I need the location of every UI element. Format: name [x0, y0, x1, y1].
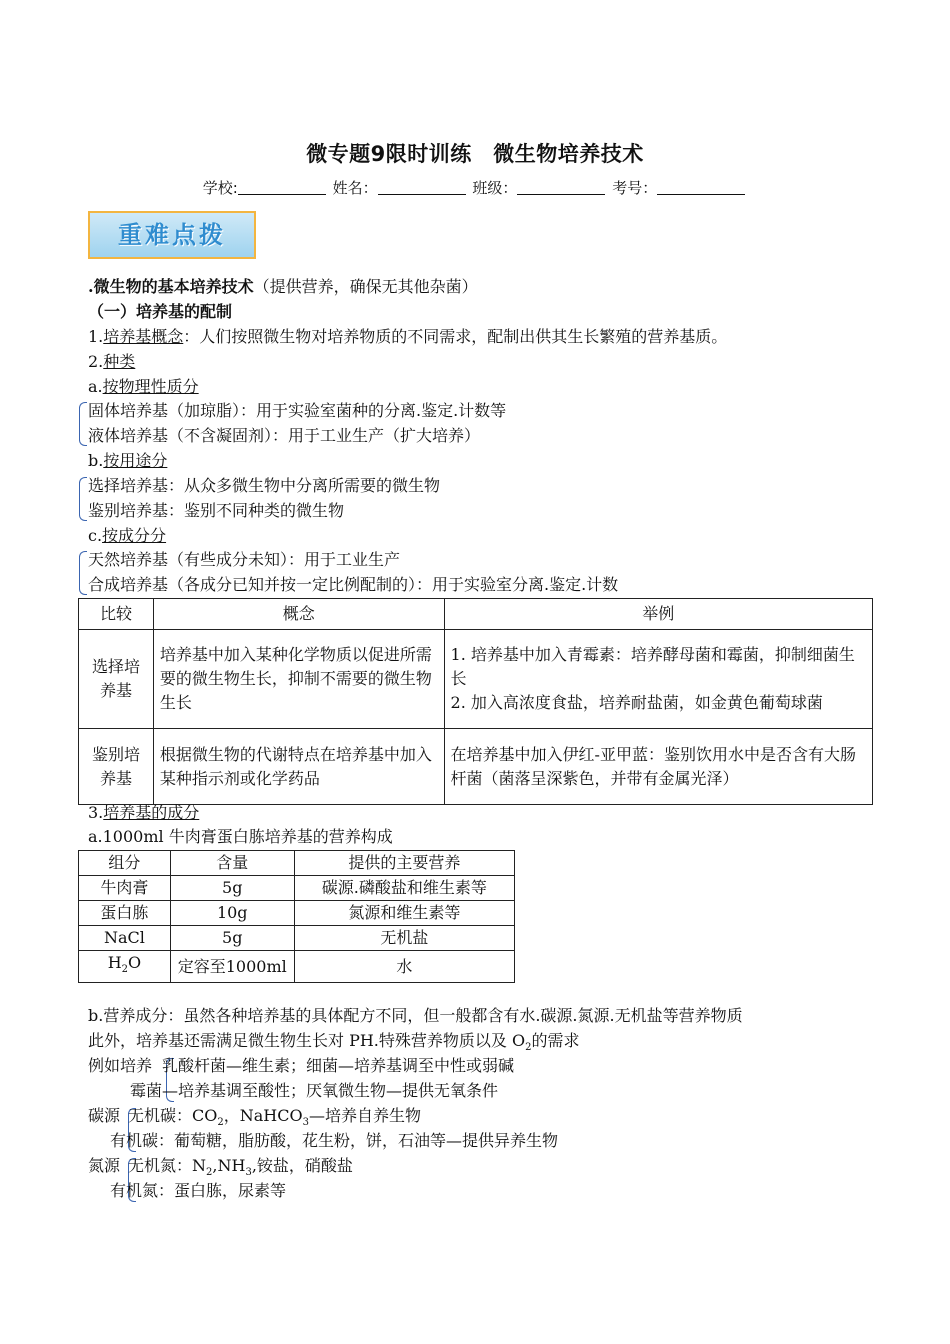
type-a-heading: [88, 376, 199, 398]
organic-nitrogen-label: 有机氮: [110, 1181, 159, 1200]
list-item: 选择培养基：从众多微生物中分离所需要的微生物: [88, 476, 441, 495]
item-2-number: 2.: [88, 352, 104, 371]
item-1-concept: [88, 326, 727, 348]
subscript: 2: [121, 964, 129, 976]
student-info-line: [0, 177, 950, 198]
item-1-text: ：人们按照微生物对培养物质的不同需求，配制出供其生长繁殖的营养基质。: [183, 327, 728, 346]
item-3-number: 3.: [88, 803, 104, 822]
formula-part: H: [107, 953, 122, 972]
text-part: 此外，培养基还需满足微生物生长对 PH.特殊营养物质以及 O: [88, 1031, 526, 1050]
item-2-types: [88, 351, 135, 373]
comparison-table: [78, 598, 873, 805]
text-part: ,NH: [212, 1156, 246, 1175]
type-b-term: 按用途分: [103, 451, 168, 470]
example-label: 霉菌: [130, 1081, 163, 1100]
class-blank[interactable]: [517, 180, 605, 195]
formula-part: O: [128, 953, 142, 972]
list-item: 液体培养基（不含凝固剂）：用于工业生产（扩大培养）: [88, 426, 481, 445]
table-cell: [79, 951, 171, 983]
table-cell: NaCl: [79, 926, 171, 951]
brace-bracket: [79, 402, 87, 446]
carbon-label: 碳源: [88, 1106, 121, 1125]
table-header-cell: 概念: [153, 599, 444, 630]
brace-bracket: [79, 551, 87, 595]
text-part: ，NaHCO: [223, 1106, 303, 1125]
example-line-1: [88, 1055, 514, 1077]
nitrogen-label: 氮源: [88, 1156, 121, 1175]
list-item: 合成培养基（各成分已知并按一定比例配制的）：用于实验室分离.鉴定.计数: [88, 575, 619, 594]
table-cell: 氮源和维生素等: [294, 901, 514, 926]
table-header-cell: 含量: [170, 851, 294, 876]
school-blank[interactable]: [238, 180, 326, 195]
carbon-line-2: [110, 1130, 558, 1152]
table-header-row: [79, 851, 515, 876]
brace-bracket: [79, 477, 87, 521]
list-item: 鉴别培养基：鉴别不同种类的微生物: [88, 501, 345, 520]
example-line: 1. 培养基中加入青霉素：培养酵母菌和霉菌，抑制细菌生长: [450, 645, 855, 688]
table-cell: 牛肉膏: [79, 876, 171, 901]
subscript: 2: [525, 1042, 532, 1054]
table-cell-example: 在培养基中加入伊红-亚甲蓝：鉴别饮用水中是否含有大肠杆菌（菌落呈深紫色，并带有金属光泽）: [444, 729, 872, 805]
type-c-heading: [88, 525, 166, 547]
subsection-heading: （一）培养基的配制: [88, 302, 233, 321]
nutrient-table: [78, 850, 515, 983]
table-cell-type: 选择培养基: [79, 630, 154, 729]
table-header-cell: 提供的主要营养: [294, 851, 514, 876]
text-part: ,铵盐，硝酸盐: [251, 1156, 353, 1175]
list-item: 天然培养基（有些成分未知）：用于工业生产: [88, 550, 401, 569]
item-1-term: 培养基概念: [103, 327, 184, 346]
type-b-heading: [88, 450, 167, 472]
item-2-term: 种类: [103, 352, 136, 371]
school-label: 学校:: [202, 179, 238, 197]
text-part: ：蛋白胨，尿素等: [158, 1181, 287, 1200]
table-cell-concept: 培养基中加入某种化学物质以促进所需要的微生物生长，抑制不需要的微生物生长: [153, 630, 444, 729]
text-part: ：葡萄糖，脂肪酸，花生粉，饼，石油等—提供异养生物: [158, 1131, 559, 1150]
table-cell: 10g: [170, 901, 294, 926]
example-line: 2. 加入高浓度食盐，培养耐盐菌，如金黄色葡萄球菌: [450, 693, 823, 712]
text-part: 的需求: [531, 1031, 580, 1050]
nitrogen-line-2: [110, 1180, 286, 1202]
nutrients-line-1: b.营养成分：虽然各种培养基的具体配方不同，但一般都含有水.碳源.氮源.无机盐等营养物质: [88, 1006, 743, 1025]
table-cell: 5g: [170, 876, 294, 901]
table-cell: 蛋白胨: [79, 901, 171, 926]
page-title: 微专题9限时训练 微生物培养技术: [306, 142, 644, 166]
subscript: 2: [206, 1167, 213, 1179]
table-row: [79, 630, 873, 729]
table-row: [79, 729, 873, 805]
example-label: 例如培养: [88, 1056, 153, 1075]
table-cell: 无机盐: [294, 926, 514, 951]
type-c-letter: c.: [88, 526, 103, 545]
section-heading-bold: .微生物的基本培养技术: [88, 277, 254, 296]
list-item: 固体培养基（加琼脂）：用于实验室菌种的分离.鉴定.计数等: [88, 401, 507, 420]
section-heading-note: （提供营养，确保无其他杂菌）: [253, 277, 478, 296]
name-label: 姓名：: [332, 179, 378, 197]
item-3-term: 培养基的成分: [103, 803, 200, 822]
table-row: [79, 876, 515, 901]
table-row: [79, 901, 515, 926]
table-cell: 5g: [170, 926, 294, 951]
table-cell-example: [444, 630, 872, 729]
table-cell: 水: [294, 951, 514, 983]
example-line-2: [130, 1080, 498, 1102]
table-header-cell: 比较: [79, 599, 154, 630]
table-header-cell: 举例: [444, 599, 872, 630]
example-text: —培养基调至酸性；厌氧微生物—提供无氧条件: [162, 1081, 499, 1100]
table-cell-concept: 根据微生物的代谢特点在培养基中加入某种指示剂或化学药品: [153, 729, 444, 805]
item-1-number: 1.: [88, 327, 104, 346]
table-cell: 定容至1000ml: [170, 951, 294, 983]
subscript: 3: [302, 1117, 309, 1129]
example-text: 乳酸杆菌—维生素；细菌—培养基调至中性或弱碱: [162, 1056, 515, 1075]
subscript: 3: [245, 1167, 252, 1179]
type-c-term: 按成分分: [102, 526, 167, 545]
subscript: 2: [217, 1117, 224, 1129]
type-a-letter: a.: [88, 377, 103, 396]
text-part: —培养自养生物: [309, 1106, 422, 1125]
section-heading: [88, 276, 478, 298]
exam-number-blank[interactable]: [657, 180, 745, 195]
organic-carbon-label: 有机碳: [110, 1131, 159, 1150]
name-blank[interactable]: [378, 180, 466, 195]
type-a-term: 按物理性质分: [102, 377, 199, 396]
key-points-badge: 重难点拨: [88, 211, 256, 259]
table-row: [79, 926, 515, 951]
item-3-heading: [88, 802, 199, 824]
text-part: 无机氮：N: [128, 1156, 207, 1175]
item-3a-text: a.1000ml 牛肉膏蛋白胨培养基的营养构成: [88, 827, 393, 846]
exam-number-label: 考号：: [612, 179, 658, 197]
table-header-cell: 组分: [79, 851, 171, 876]
class-label: 班级：: [472, 179, 518, 197]
table-row: [79, 951, 515, 983]
text-part: 无机碳：CO: [128, 1106, 218, 1125]
table-cell-type: 鉴别培养基: [79, 729, 154, 805]
table-cell: 碳源.磷酸盐和维生素等: [294, 876, 514, 901]
type-b-letter: b.: [88, 451, 104, 470]
table-header-row: [79, 599, 873, 630]
